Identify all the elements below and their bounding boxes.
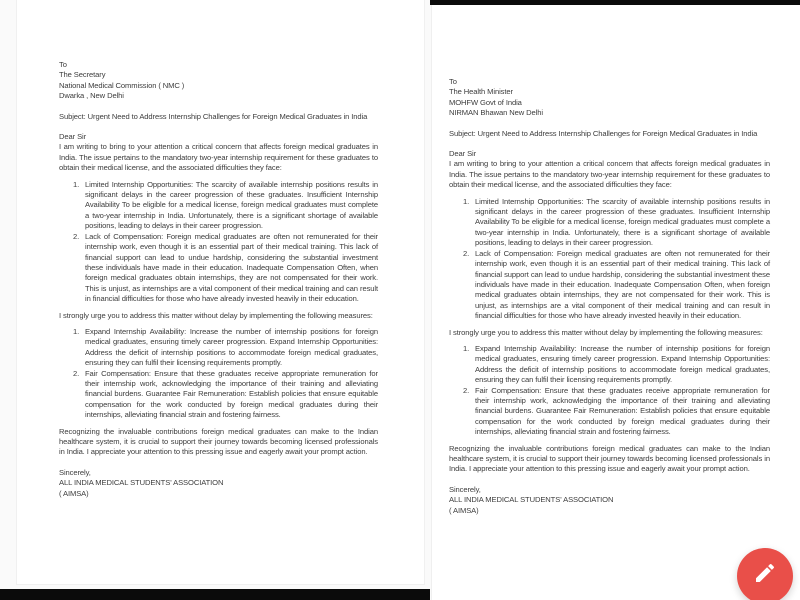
salutation-and-intro bbox=[449, 149, 770, 191]
recipient-line: NIRMAN Bhawan New Delhi bbox=[449, 108, 543, 118]
closing-paragraph: Recognizing the invaluable contributions foreign medical graduates can make to the Indian healthcare system, it is crucial to support their journey towards becoming licensed professionals in India. I appreciate your attention to this pressing issue and eagerly await your prompt action. bbox=[449, 443, 770, 474]
signoff-block bbox=[59, 468, 378, 499]
measures-list bbox=[449, 344, 770, 438]
signoff-block bbox=[449, 485, 770, 516]
signoff-line: Sincerely, bbox=[59, 467, 91, 477]
recipient-line: The Health Minister bbox=[449, 87, 513, 97]
bottom-left-black-bar bbox=[0, 589, 430, 600]
letter-left-body bbox=[59, 60, 378, 499]
measure-item: Expand Internship Availability: Increase the number of internship positions for foreign medical graduates, ensuring timely career progression. Expand Internship Opportunities: Address the deficit of internship positions to accommodate foreign medical graduates, ensuring they can fulfil their licensing requirements promptly. bbox=[475, 343, 770, 385]
recipient-line: The Secretary bbox=[59, 70, 106, 80]
issues-list bbox=[59, 180, 378, 305]
top-right-black-bar bbox=[430, 0, 800, 5]
issue-item: Limited Internship Opportunities: The scarcity of available internship positions results in significant delays in the career progression of these graduates. Insufficient Internship Availability To be eligible for a medical license, foreign medical graduates must complete a two-year internship in India. Unfortunately, there is a significant shortage of available positions, leading to delays in their career progression. bbox=[85, 179, 378, 231]
salutation-and-intro bbox=[59, 132, 378, 174]
salutation: Dear Sir bbox=[59, 132, 87, 142]
urge-paragraph: I strongly urge you to address this matter without delay by implementing the following measures: bbox=[449, 327, 763, 337]
letter-page-left bbox=[16, 0, 425, 585]
edit-fab-button[interactable] bbox=[737, 548, 793, 600]
signoff-line: Sincerely, bbox=[449, 484, 481, 494]
recipient-address bbox=[59, 60, 378, 102]
measure-item: Expand Internship Availability: Increase the number of internship positions for foreign medical graduates, ensuring timely career progression. Expand Internship Opportunities: Address the deficit of internship positions to accommodate foreign medical graduates, ensuring they can fulfil their licensing requirements promptly. bbox=[85, 326, 378, 368]
urge-paragraph: I strongly urge you to address this matter without delay by implementing the following measures: bbox=[59, 310, 373, 320]
letter-right-body bbox=[449, 77, 770, 516]
closing-paragraph: Recognizing the invaluable contributions foreign medical graduates can make to the Indian healthcare system, it is crucial to support their journey towards becoming licensed professionals in India. I appreciate your attention to this pressing issue and eagerly await your prompt action. bbox=[59, 426, 378, 457]
pencil-icon bbox=[753, 561, 777, 591]
measure-item: Fair Compensation: Ensure that these graduates receive appropriate remuneration for their internship work, acknowledging the importance of their training and alleviating financial burdens. Guarantee Fair Remuneration: Establish policies that ensure equitable compensation for the work conducted by foreign medical graduates during their internships, alleviating financial strain and fostering fairness. bbox=[475, 385, 770, 437]
issues-list bbox=[449, 197, 770, 322]
recipient-line: Dwarka , New Delhi bbox=[59, 91, 124, 101]
intro-paragraph: I am writing to bring to your attention a critical concern that affects foreign medical graduates in India. The issue pertains to the mandatory two-year internship requirement for these graduates to obtain their medical license, and the associated difficulties they face: bbox=[59, 142, 378, 173]
recipient-line: National Medical Commission ( NMC ) bbox=[59, 80, 185, 90]
recipient-line: MOHFW Govt of India bbox=[449, 97, 522, 107]
recipient-line: To bbox=[59, 60, 67, 69]
subject-line: Subject: Urgent Need to Address Internship Challenges for Foreign Medical Graduates in India bbox=[449, 128, 758, 138]
signoff-line: ( AIMSA) bbox=[59, 488, 89, 498]
signoff-line: ALL INDIA MEDICAL STUDENTS' ASSOCIATION bbox=[59, 478, 224, 488]
salutation: Dear Sir bbox=[449, 149, 477, 159]
issue-item: Lack of Compensation: Foreign medical graduates are often not remunerated for their internship work, even though it is an essential part of their medical training. This lack of financial support can lead to undue hardship, considering the substantial investment these individuals have made in their education. Inadequate Compensation Often, when foreign medical graduates obtain internships, they are not compensated for their work. This is unjust, as internships are a vital component of their medical training and can result in financial difficulties for those who have already invested heavily in their education. bbox=[85, 231, 378, 304]
issue-item: Limited Internship Opportunities: The scarcity of available internship positions results in significant delays in the career progression of these graduates. Insufficient Internship Availability To be eligible for a medical license, foreign medical graduates must complete a two-year internship in India. Unfortunately, there is a significant shortage of available positions, leading to delays in their career progression. bbox=[475, 196, 770, 248]
signoff-line: ALL INDIA MEDICAL STUDENTS' ASSOCIATION bbox=[449, 495, 614, 505]
recipient-line: To bbox=[449, 77, 457, 86]
measures-list bbox=[59, 327, 378, 421]
recipient-address bbox=[449, 77, 770, 119]
measure-item: Fair Compensation: Ensure that these graduates receive appropriate remuneration for their internship work, acknowledging the importance of their training and alleviating financial burdens. Guarantee Fair Remuneration: Establish policies that ensure equitable compensation for the work conducted by foreign medical graduates during their internships, alleviating financial strain and fostering fairness. bbox=[85, 368, 378, 420]
intro-paragraph: I am writing to bring to your attention a critical concern that affects foreign medical graduates in India. The issue pertains to the mandatory two-year internship requirement for these graduates to obtain their medical license, and the associated difficulties they face: bbox=[449, 159, 770, 190]
signoff-line: ( AIMSA) bbox=[449, 505, 479, 515]
subject-line: Subject: Urgent Need to Address Internship Challenges for Foreign Medical Graduates in India bbox=[59, 111, 368, 121]
letter-page-right bbox=[431, 5, 800, 600]
issue-item: Lack of Compensation: Foreign medical graduates are often not remunerated for their internship work, even though it is an essential part of their medical training. This lack of financial support can lead to undue hardship, considering the substantial investment these individuals have made in their education. Inadequate Compensation Often, when foreign medical graduates obtain internships, they are not compensated for their work. This is unjust, as internships are a vital component of their medical training and can result in financial difficulties for those who have already invested heavily in their education. bbox=[475, 248, 770, 321]
